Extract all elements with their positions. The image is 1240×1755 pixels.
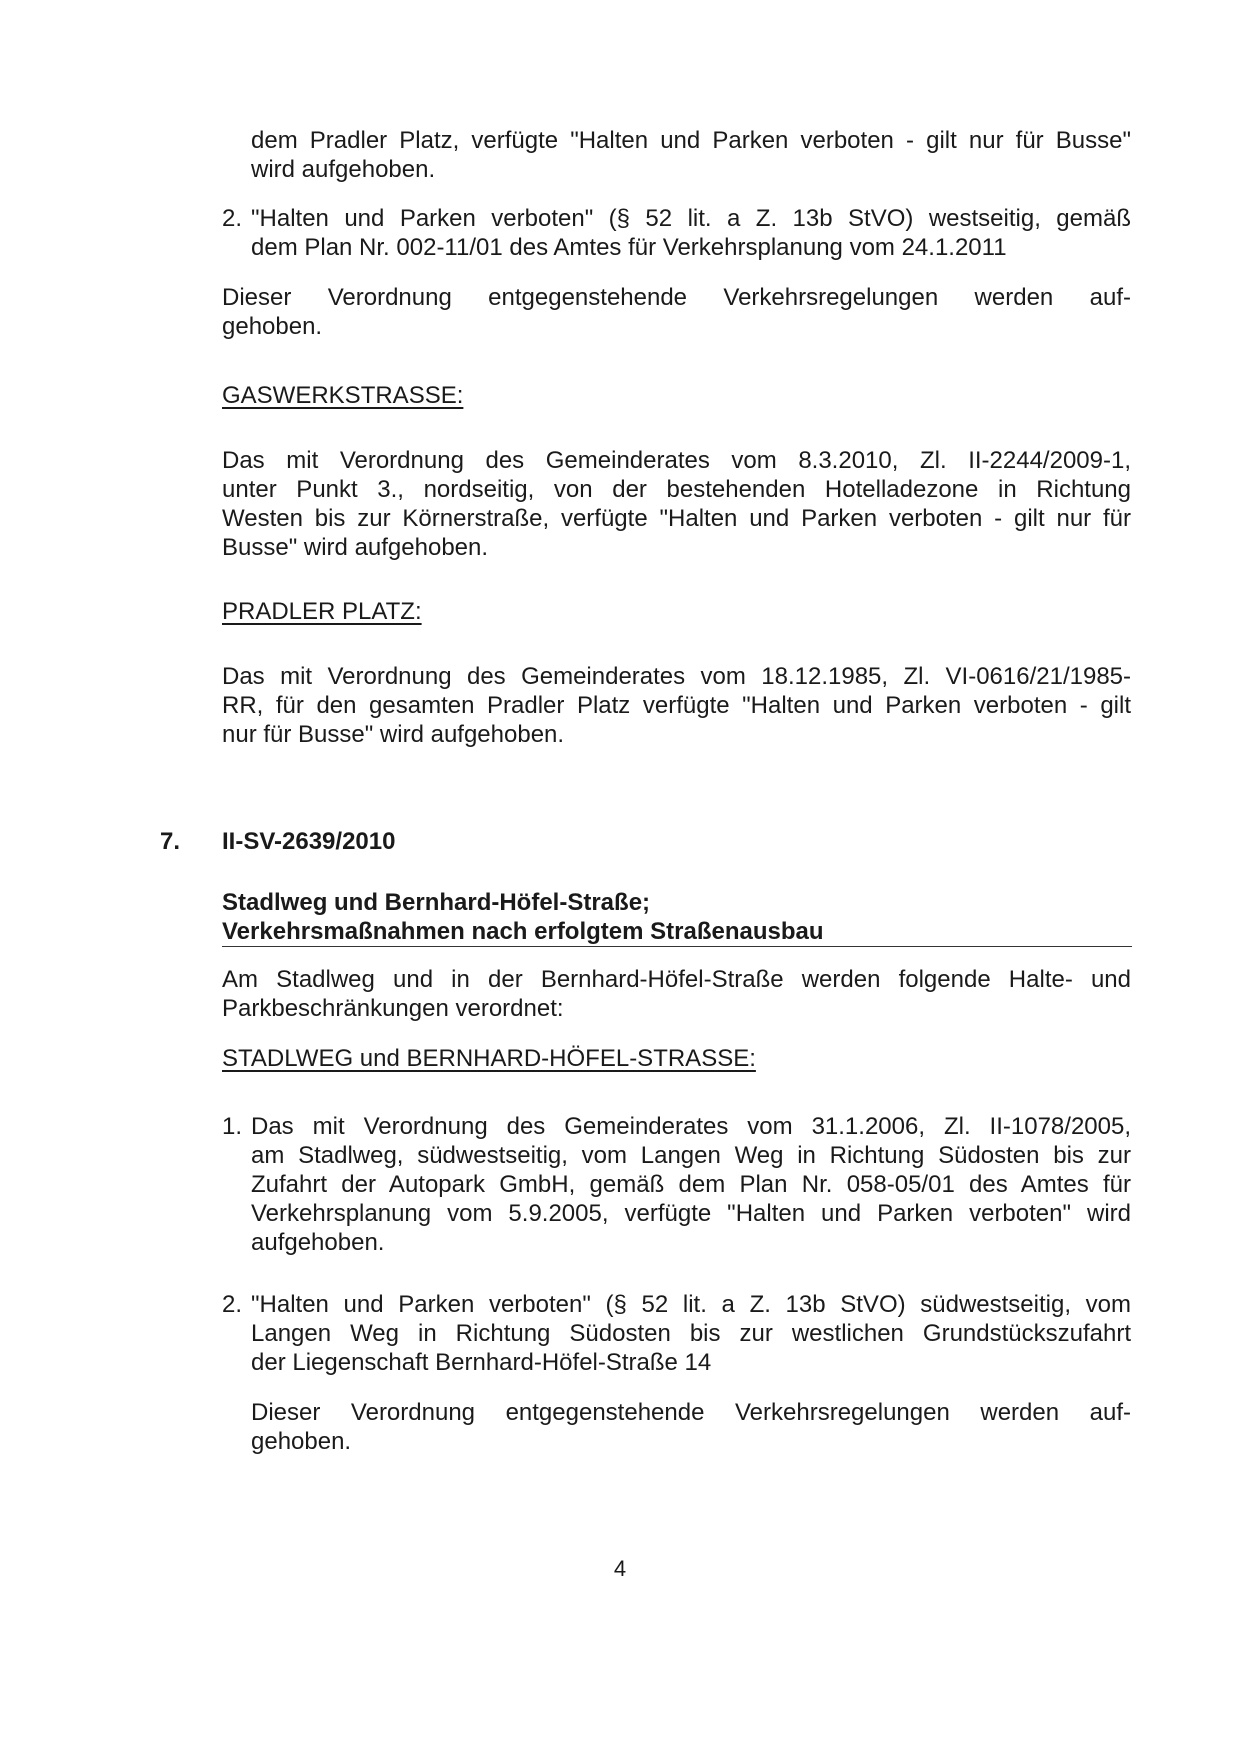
pradler-platz-heading: PRADLER PLATZ: — [222, 598, 422, 625]
section-number: 7. — [160, 828, 181, 855]
intro-line-1: dem Pradler Platz, verfügte "Halten und Parken verboten - gilt nur für Busse" — [251, 127, 1131, 154]
item-number: 1. — [222, 1113, 243, 1140]
title-rule — [222, 946, 1132, 947]
page-number: 4 — [613, 1556, 627, 1581]
item1-line-3: Zufahrt der Autopark GmbH, gemäß dem Plan Nr. 058-05/01 des Amtes für — [251, 1171, 1131, 1198]
section-reference: II-SV-2639/2010 — [222, 828, 396, 855]
item2b-line-3: der Liegenschaft Bernhard-Höfel-Straße 14 — [251, 1349, 712, 1376]
pradler-line-2: RR, für den gesamten Pradler Platz verfügte "Halten und Parken verboten - gilt — [222, 692, 1131, 719]
closing-top-line-1: Dieser Verordnung entgegenstehende Verkehrsregelungen werden auf- — [222, 284, 1131, 311]
item-number: 2. — [222, 1291, 243, 1318]
item1-line-5: aufgehoben. — [251, 1229, 385, 1256]
gaswerk-line-1: Das mit Verordnung des Gemeinderates vom 8.3.2010, Zl. II-2244/2009-1, — [222, 447, 1131, 474]
item-number: 2. — [222, 205, 243, 232]
section-title-line-2: Verkehrsmaßnahmen nach erfolgtem Straßenausbau — [222, 918, 824, 945]
gaswerk-line-4: Busse" wird aufgehoben. — [222, 534, 489, 561]
item2b-line-1: "Halten und Parken verboten" (§ 52 lit. a Z. 13b StVO) südwestseitig, vom — [251, 1291, 1131, 1318]
item1-line-1: Das mit Verordnung des Gemeinderates vom 31.1.2006, Zl. II-1078/2005, — [251, 1113, 1131, 1140]
section-intro-line-2: Parkbeschränkungen verordnet: — [222, 995, 564, 1022]
section-title-line-1: Stadlweg und Bernhard-Höfel-Straße; — [222, 889, 651, 916]
item1-line-2: am Stadlweg, südwestseitig, vom Langen Weg in Richtung Südosten bis zur — [251, 1142, 1131, 1169]
closing-line-2: gehoben. — [251, 1428, 352, 1455]
pradler-line-3: nur für Busse" wird aufgehoben. — [222, 721, 565, 748]
item2b-line-2: Langen Weg in Richtung Südosten bis zur westlichen Grundstückszufahrt — [251, 1320, 1131, 1347]
intro-line-2: wird aufgehoben. — [251, 156, 436, 183]
gaswerk-line-2: unter Punkt 3., nordseitig, von der bestehenden Hotelladezone in Richtung — [222, 476, 1131, 503]
gaswerk-line-3: Westen bis zur Körnerstraße, verfügte "Halten und Parken verboten - gilt nur für — [222, 505, 1131, 532]
pradler-line-1: Das mit Verordnung des Gemeinderates vom 18.12.1985, Zl. VI-0616/21/1985- — [222, 663, 1131, 690]
item2-line-1: "Halten und Parken verboten" (§ 52 lit. a Z. 13b StVO) westseitig, gemäß — [251, 205, 1131, 232]
section-intro-line-1: Am Stadlweg und in der Bernhard-Höfel-Straße werden folgende Halte- und — [222, 966, 1131, 993]
section-subheading: STADLWEG und BERNHARD-HÖFEL-STRASSE: — [222, 1045, 756, 1072]
item1-line-4: Verkehrsplanung vom 5.9.2005, verfügte "Halten und Parken verboten" wird — [251, 1200, 1131, 1227]
item2-line-2: dem Plan Nr. 002-11/01 des Amtes für Verkehrsplanung vom 24.1.2011 — [251, 234, 1007, 261]
gaswerkstrasse-heading: GASWERKSTRASSE: — [222, 382, 464, 409]
closing-line-1: Dieser Verordnung entgegenstehende Verkehrsregelungen werden auf- — [251, 1399, 1131, 1426]
closing-top-line-2: gehoben. — [222, 313, 323, 340]
